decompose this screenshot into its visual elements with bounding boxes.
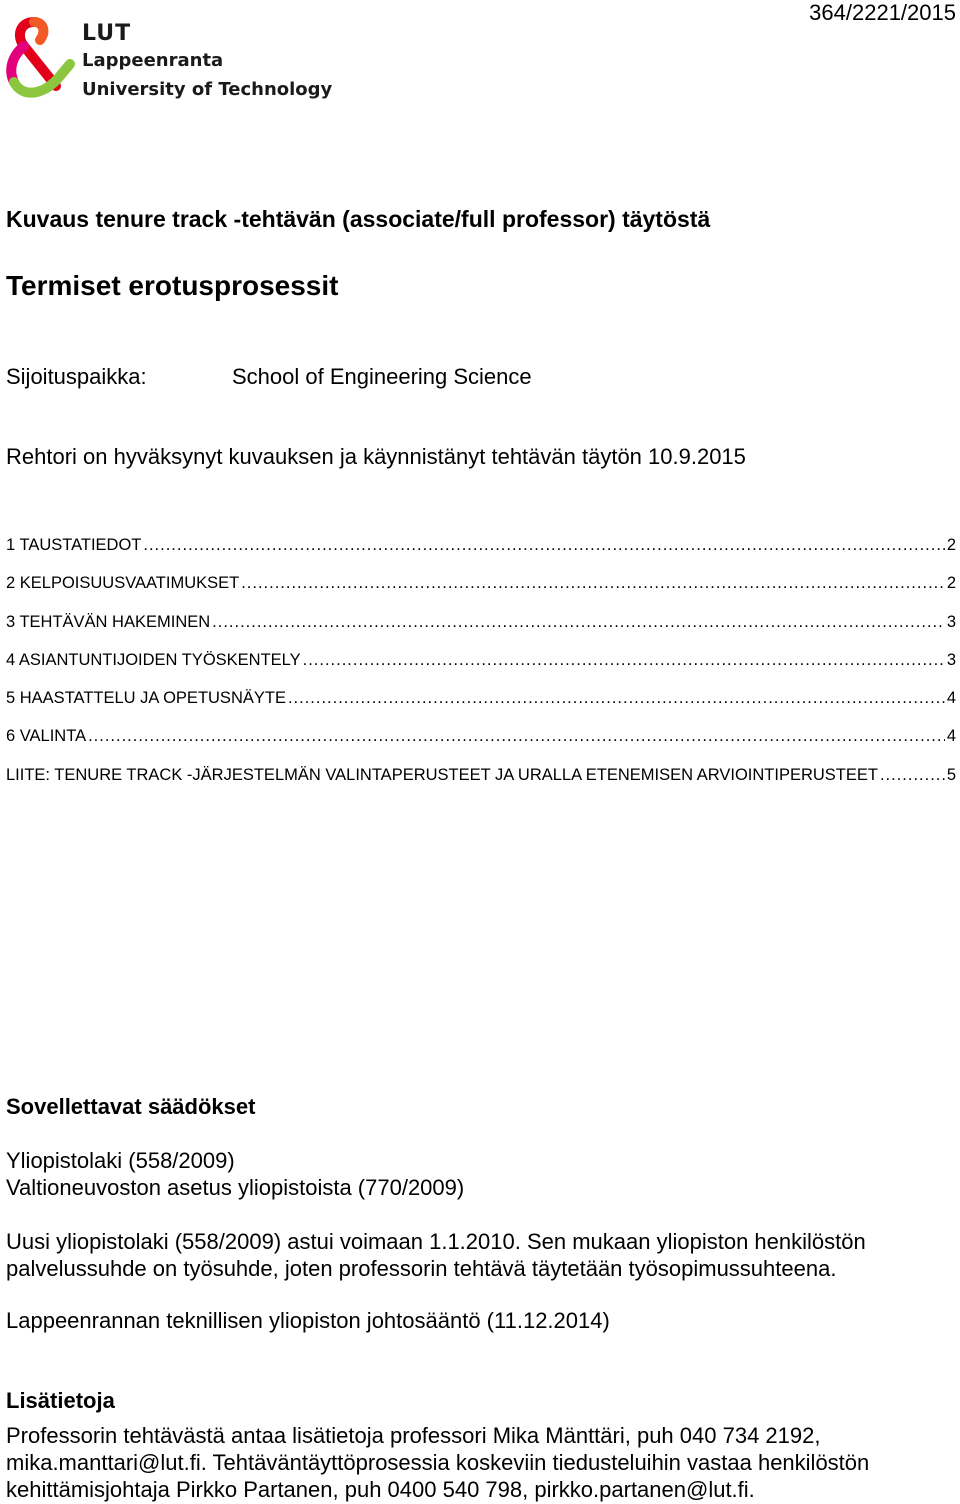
placement-label: Sijoituspaikka:: [6, 364, 147, 389]
toc-leader: [880, 766, 945, 785]
toc-leader: [303, 651, 945, 670]
toc-item[interactable]: [6, 766, 956, 804]
toc-item-page: 4: [946, 727, 956, 746]
regulations-heading: Sovellettavat säädökset: [6, 1094, 256, 1119]
document-subtitle: Termiset erotusprosessit: [6, 270, 339, 301]
toc-item[interactable]: [6, 613, 956, 651]
toc-item[interactable]: [6, 689, 956, 727]
toc-leader: [241, 574, 945, 593]
logo-university-text: University of Technology: [82, 79, 333, 100]
toc-item[interactable]: [6, 574, 956, 612]
bylaws-paragraph: Lappeenrannan teknillisen yliopiston johtosääntö (11.12.2014): [6, 1308, 610, 1333]
toc-item-label: 6 VALINTA: [6, 727, 87, 746]
toc-item-page: 2: [946, 574, 956, 593]
toc-item-label: 5 HAASTATTELU JA OPETUSNÄYTE: [6, 689, 286, 708]
info-heading: Lisätietoja: [6, 1388, 115, 1413]
toc-leader: [288, 689, 945, 708]
toc-item-label: 2 KELPOISUUSVAATIMUKSET: [6, 574, 240, 593]
logo-wordmark: [82, 22, 332, 104]
toc-item-page: 4: [946, 689, 956, 708]
toc-item[interactable]: [6, 651, 956, 689]
toc-item-page: 3: [946, 612, 956, 631]
toc-item-label: 3 TEHTÄVÄN HAKEMINEN: [6, 612, 211, 631]
toc-item-page: 5: [946, 765, 956, 784]
regulation-item: Valtioneuvoston asetus yliopistoista (770/2009): [6, 1175, 465, 1200]
toc-item-label: 1 TAUSTATIEDOT: [6, 536, 142, 554]
placement-value: School of Engineering Science: [232, 364, 532, 389]
regulation-item: Yliopistolaki (558/2009): [6, 1148, 235, 1173]
regulations-paragraph: Uusi yliopistolaki (558/2009) astui voimaan 1.1.2010. Sen mukaan yliopiston henkilöstön palvelussuhde on työsuhde, joten professorin tehtävä täytetään työsopimussuhteena.: [6, 1229, 866, 1281]
toc-item-page: 2: [946, 536, 956, 554]
toc-item-page: 3: [946, 650, 956, 669]
toc-item-label: LIITE: TENURE TRACK -JÄRJESTELMÄN VALINTAPERUSTEET JA URALLA ETENEMISEN ARVIOINTIPERUSTEET: [6, 765, 878, 784]
toc-leader: [88, 727, 945, 746]
toc-item[interactable]: [6, 727, 956, 765]
document-title: Kuvaus tenure track -tehtävän (associate/full professor) täytöstä: [6, 206, 711, 232]
toc-leader: [212, 613, 945, 632]
approval-statement: Rehtori on hyväksynyt kuvauksen ja käynnistänyt tehtävän täytön 10.9.2015: [6, 444, 746, 469]
logo-lut-text: LUT: [82, 21, 132, 46]
table-of-contents: [6, 536, 956, 804]
info-paragraph: Professorin tehtävästä antaa lisätietoja professori Mika Mänttäri, puh 040 734 2192, mika.manttari@lut.fi. Tehtäväntäyttöprosessia koskeviin tiedusteluihin vastaa henkilöstön kehittämisjohtaja Pirkko Partanen, puh 0400 540 798, pirkko.partanen@lut.fi.: [6, 1423, 870, 1502]
logo-lappeenranta-text: Lappeenranta: [82, 50, 224, 71]
toc-item-label: 4 ASIANTUNTIJOIDEN TYÖSKENTELY: [6, 650, 301, 669]
document-number: 364/2221/2015: [809, 0, 956, 25]
toc-item[interactable]: [6, 536, 956, 574]
toc-leader: [143, 536, 944, 555]
